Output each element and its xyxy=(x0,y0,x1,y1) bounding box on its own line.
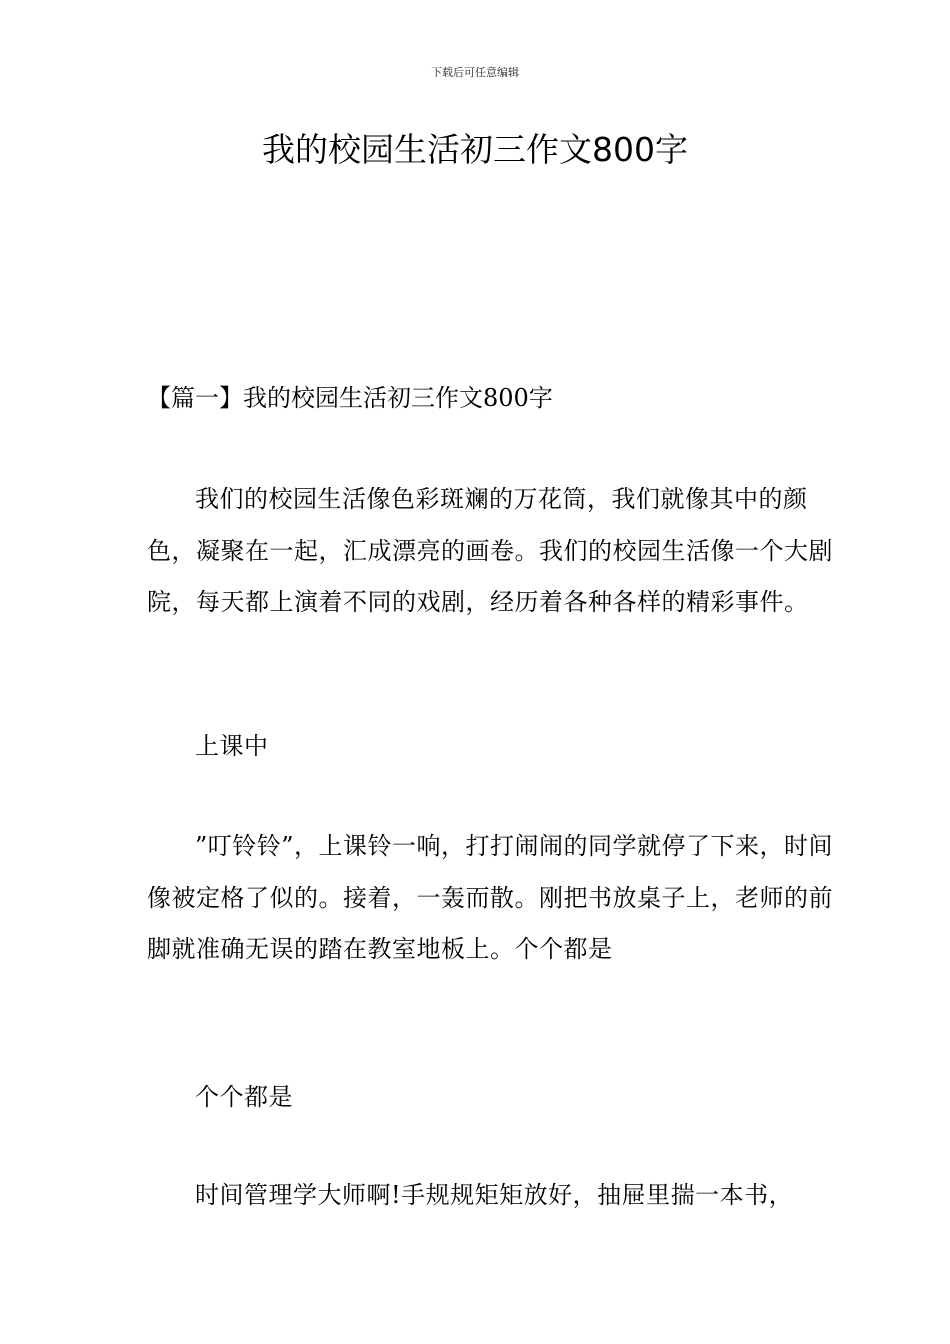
paragraph-subheading-in-class: 上课中 xyxy=(195,732,269,760)
paragraph-everyone-is: 个个都是 xyxy=(195,1083,293,1111)
document-title: 我的校园生活初三作文800字 xyxy=(262,130,688,169)
paragraph-intro: 我们的校园生活像色彩斑斓的万花筒，我们就像其中的颜色，凝聚在一起，汇成漂亮的画卷。我们的校园生活像一个大剧院，每天都上演着不同的戏剧，经历着各种各样的精彩事件。 xyxy=(147,485,833,616)
paragraph-bell-rings: ”叮铃铃”，上课铃一响，打打闹闹的同学就停了下来，时间像被定格了似的。接着，一轰而散。刚把书放桌子上，老师的前脚就准确无误的踏在教室地板上。个个都是 xyxy=(147,832,834,963)
paragraph-time-management: 时间管理学大师啊!手规规矩矩放好，抽屉里揣一本书， xyxy=(195,1181,794,1209)
header-note: 下载后可任意编辑 xyxy=(431,66,519,79)
section-heading: 【篇一】我的校园生活初三作文800字 xyxy=(147,384,553,412)
